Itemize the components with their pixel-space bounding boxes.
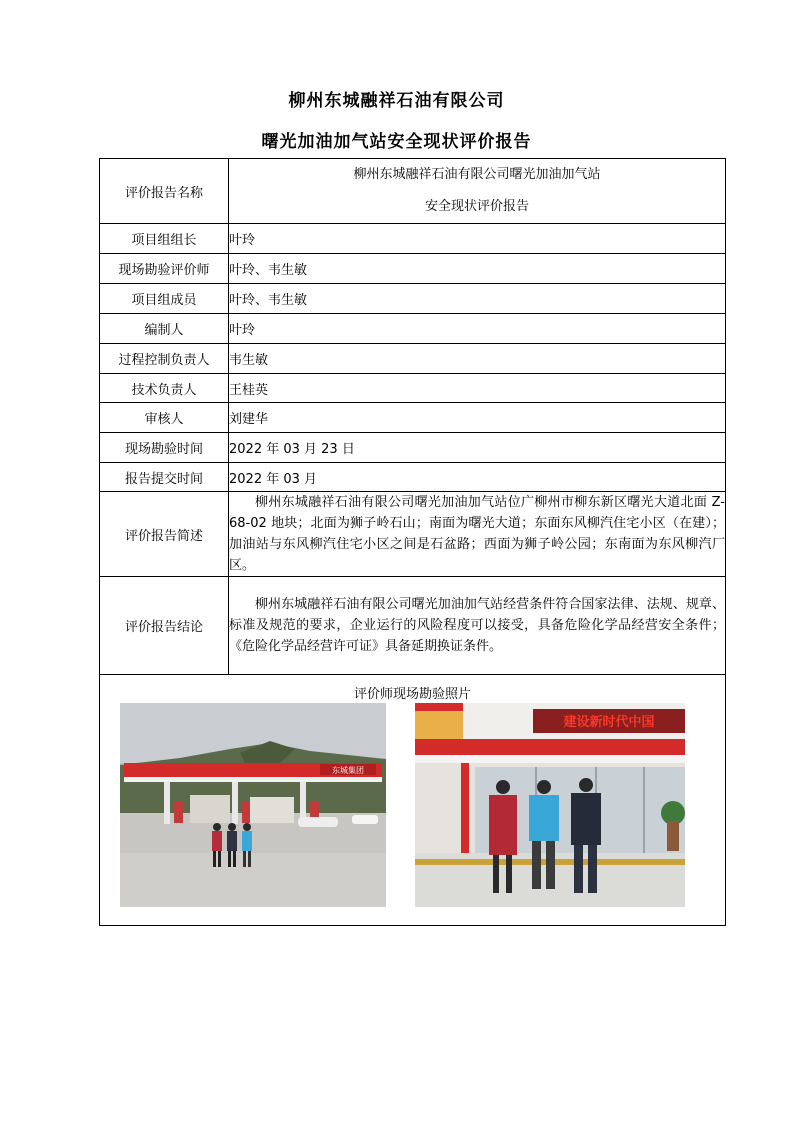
station-photo-image bbox=[120, 703, 386, 907]
report-info-table bbox=[99, 158, 726, 926]
canopy-sign-text: 东城集团 bbox=[332, 766, 364, 775]
table-row bbox=[100, 403, 726, 433]
report-title: 曙光加油加气站安全现状评价报告 bbox=[261, 132, 532, 152]
conclusion-value: 柳州东城融祥石油有限公司曙光加油加气站经营条件符合国家法律、法规、规章、标准及规范的要求，企业运行的风险程度可以接受，具备危险化学品经营安全条件；《危险化学品经营许可证》具备延期换证条件。 bbox=[229, 577, 726, 675]
row-label-process: 过程控制负责人 bbox=[100, 344, 229, 374]
row-label-summary: 评价报告简述 bbox=[100, 492, 229, 577]
row-label-surveyor: 现场勘验评价师 bbox=[100, 254, 229, 284]
reviewer-value: 刘建华 bbox=[229, 403, 726, 433]
store-photo-image bbox=[415, 703, 685, 907]
members-value: 叶玲、韦生敏 bbox=[229, 284, 726, 314]
row-label-survey-time: 现场勘验时间 bbox=[100, 433, 229, 463]
summary-value: 柳州东城融祥石油有限公司曙光加油加气站位广柳州市柳东新区曙光大道北面 Z-68-02 地块；北面为狮子岭石山；南面为曙光大道；东面东风柳汽住宅小区（在建）；加油站与东风柳汽住宅小区之间是石盆路；西面为狮子岭公园；东南面为东风柳汽厂区。 bbox=[229, 492, 726, 577]
survey-time-value: 2022 年 03 月 23 日 bbox=[229, 433, 726, 463]
surveyor-value: 叶玲、韦生敏 bbox=[229, 254, 726, 284]
row-label-reviewer: 审核人 bbox=[100, 403, 229, 433]
store-banner-text: 建设新时代中国 bbox=[563, 715, 655, 730]
row-label-conclusion: 评价报告结论 bbox=[100, 577, 229, 675]
table-row bbox=[100, 463, 726, 492]
photo-section-title: 评价师现场勘验照片 bbox=[353, 687, 471, 702]
table-row bbox=[100, 344, 726, 374]
editor-value: 叶玲 bbox=[229, 314, 726, 344]
row-label-leader: 项目组组长 bbox=[100, 224, 229, 254]
submit-time-value: 2022 年 03 月 bbox=[229, 463, 726, 492]
table-row bbox=[100, 675, 726, 926]
table-row bbox=[100, 374, 726, 403]
table-row bbox=[100, 577, 726, 675]
row-label-tech: 技术负责人 bbox=[100, 374, 229, 403]
company-title: 柳州东城融祥石油有限公司 bbox=[288, 91, 505, 111]
table-row bbox=[100, 224, 726, 254]
leader-value: 叶玲 bbox=[229, 224, 726, 254]
row-label-report-name: 评价报告名称 bbox=[100, 159, 229, 224]
table-row bbox=[100, 254, 726, 284]
table-row bbox=[100, 159, 726, 224]
table-row bbox=[100, 284, 726, 314]
report-name-line1: 柳州东城融祥石油有限公司曙光加油加气站 bbox=[353, 167, 601, 182]
photo-section bbox=[100, 675, 726, 926]
report-name-value bbox=[229, 159, 726, 224]
table-row bbox=[100, 433, 726, 463]
table-row bbox=[100, 314, 726, 344]
table-row bbox=[100, 492, 726, 577]
site-photo-station bbox=[120, 703, 386, 907]
row-label-submit-time: 报告提交时间 bbox=[100, 463, 229, 492]
report-name-line2: 安全现状评价报告 bbox=[424, 199, 529, 214]
site-photo-store bbox=[415, 703, 685, 907]
row-label-editor: 编制人 bbox=[100, 314, 229, 344]
tech-value: 王桂英 bbox=[229, 374, 726, 403]
row-label-members: 项目组成员 bbox=[100, 284, 229, 314]
process-value: 韦生敏 bbox=[229, 344, 726, 374]
